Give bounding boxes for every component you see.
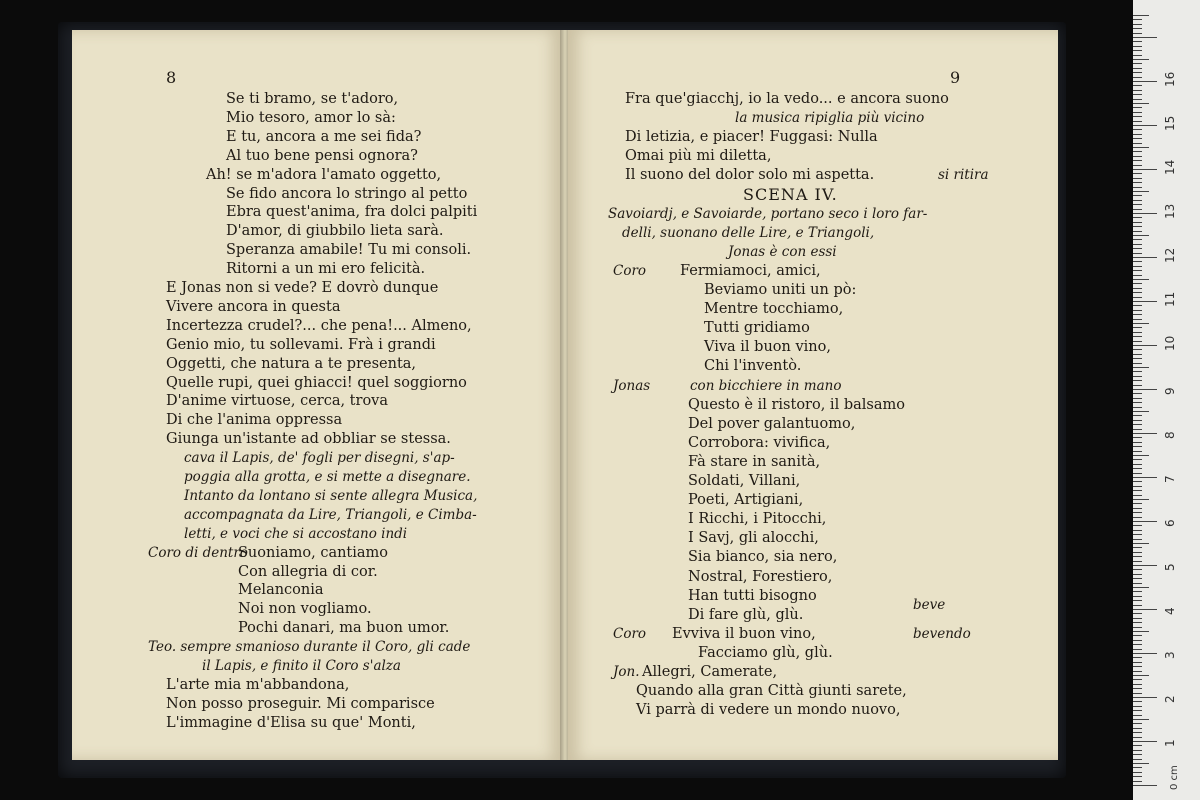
ruler-tick [1133,732,1142,733]
verse-line: Quelle rupi, quei ghiacci! quel soggiorno [166,374,467,391]
ruler-tick [1133,741,1157,742]
verse-line: Mio tesoro, amor lo sà: [226,109,396,126]
ruler-tick [1133,319,1142,320]
ruler-tick [1133,385,1142,386]
ruler-tick [1133,187,1142,188]
speaker-label: Jonas [613,377,651,394]
ruler-tick [1133,37,1157,38]
ruler-tick [1133,631,1149,632]
ruler-tick [1133,684,1142,685]
ruler-tick [1133,649,1142,650]
ruler-tick [1133,283,1142,284]
ruler-tick [1133,697,1157,698]
ruler-tick [1133,235,1149,236]
ruler-tick [1133,424,1142,425]
ruler-tick [1133,55,1142,56]
ruler-tick [1133,776,1142,777]
ruler-tick [1133,41,1142,42]
ruler-tick [1133,543,1149,544]
ruler-tick [1133,244,1142,245]
ruler-tick [1133,512,1142,513]
ruler-number: 5 [1163,563,1177,571]
ruler-tick [1133,81,1157,82]
ruler-tick [1133,103,1149,104]
ruler-tick [1133,239,1142,240]
speaker-label: Coro [613,625,647,642]
stage-direction: delli, suonano delle Lire, e Triangoli, [622,224,875,241]
ruler-number: 13 [1163,203,1177,219]
ruler-tick [1133,297,1142,298]
side-direction: bevendo [913,625,971,642]
ruler-tick [1133,46,1142,47]
speaker-label: Coro [613,262,647,279]
left-page-number: 8 [166,68,177,87]
ruler-tick [1133,160,1142,161]
ruler-tick [1133,314,1142,315]
verse-line: Fà stare in sanità, [688,453,821,470]
measurement-ruler [1133,0,1200,800]
ruler-tick [1133,728,1142,729]
ruler-tick [1133,165,1142,166]
ruler-tick [1133,530,1142,531]
ruler-tick [1133,547,1142,548]
ruler-tick [1133,28,1142,29]
verse-line: Se fido ancora lo stringo al petto [226,185,468,202]
ruler-tick [1133,116,1142,117]
ruler-tick [1133,301,1157,302]
ruler-tick [1133,675,1149,676]
ruler-number: 8 [1163,431,1177,439]
ruler-tick [1133,253,1142,254]
ruler-tick [1133,85,1142,86]
ruler-tick [1133,763,1149,764]
verse-line: Noi non vogliamo. [238,601,372,618]
speaker-label: Coro di dentro [148,544,248,561]
verse-line: Di che l'anima oppressa [166,412,343,429]
verse-line: Suoniamo, cantiamo [238,544,389,561]
verse-line: Facciamo glù, glù. [698,644,833,661]
ruler-tick [1133,688,1142,689]
ruler-tick [1133,191,1149,192]
ruler-tick [1133,754,1142,755]
ruler-tick [1133,68,1142,69]
verse-line: Fermiamoci, amici, [680,262,821,279]
ruler-tick [1133,662,1142,663]
verse-line: Evviva il buon vino, [672,625,816,642]
ruler-tick [1133,569,1142,570]
verse-line: Soldati, Villani, [688,473,801,489]
verse-line: Ritorni a un mi ero felicità. [226,261,426,278]
ruler-tick [1133,151,1142,152]
ruler-number: 14 [1163,159,1177,175]
ruler-tick [1133,99,1142,100]
ruler-tick [1133,574,1142,575]
verse-line: Chi l'inventò. [704,358,802,375]
ruler-tick [1133,433,1157,434]
ruler-tick [1133,618,1142,619]
ruler-tick [1133,561,1142,562]
ruler-tick [1133,261,1142,262]
ruler-number: 10 [1163,335,1177,351]
left-page [72,30,562,760]
verse-line: E tu, ancora a me sei fida? [226,128,422,145]
stage-direction: la musica ripiglia più vicino [735,110,925,127]
stage-direction: con bicchiere in mano [690,377,842,394]
verse-line: Il suono del dolor solo mi aspetta. [625,167,875,184]
verse-line: Speranza amabile! Tu mi consoli. [226,242,472,259]
side-direction: si ritira [938,167,989,184]
stage-direction: il Lapis, e finito il Coro s'alza [202,658,401,674]
ruler-tick [1133,147,1149,148]
ruler-tick [1133,578,1142,579]
ruler-tick [1133,600,1142,601]
verse-line: Del pover galantuomo, [688,415,856,432]
ruler-tick [1133,143,1142,144]
ruler-tick [1133,556,1142,557]
ruler-tick [1133,169,1157,170]
ruler-tick [1133,195,1142,196]
ruler-tick [1133,583,1142,584]
ruler-tick [1133,345,1157,346]
ruler-tick [1133,257,1157,258]
stage-direction: Intanto da lontano si sente allegra Musica, [184,487,478,504]
ruler-tick [1133,389,1157,390]
ruler-tick [1133,376,1142,377]
verse-line: Di fare glù, glù. [688,606,804,623]
verse-line: Mentre tocchiamo, [704,301,844,318]
ruler-number: 12 [1163,247,1177,263]
ruler-number: 7 [1163,475,1177,483]
ruler-tick [1133,402,1142,403]
ruler-number: 4 [1163,607,1177,615]
ruler-tick [1133,393,1142,394]
ruler-tick [1133,503,1142,504]
ruler-tick [1133,666,1142,667]
ruler-tick [1133,710,1142,711]
ruler-tick [1133,19,1142,20]
ruler-tick [1133,525,1142,526]
ruler-number: 3 [1163,651,1177,659]
scene-heading: SCENA IV. [743,184,838,204]
ruler-tick [1133,455,1149,456]
ruler-unit-label: 0 cm [1169,765,1180,790]
verse-line: Omai più mi diletta, [625,148,772,165]
verse-line: Con allegria di cor. [238,563,378,580]
verse-line: Genio mio, tu sollevami. Frà i grandi [166,336,436,353]
ruler-tick [1133,248,1142,249]
ruler-tick [1133,226,1142,227]
ruler-tick [1133,134,1142,135]
ruler-tick [1133,138,1142,139]
ruler-tick [1133,565,1157,566]
stage-direction: letti, e voci che si accostano indi [184,525,408,542]
verse-line: L'arte mia m'abbandona, [166,676,350,693]
ruler-tick [1133,222,1142,223]
ruler-tick [1133,693,1142,694]
ruler-tick [1133,129,1142,130]
ruler-tick [1133,653,1157,654]
ruler-tick [1133,772,1142,773]
ruler-tick [1133,310,1142,311]
verse-line: Han tutti bisogno [688,587,817,604]
verse-line: Oggetti, che natura a te presenta, [166,355,417,372]
ruler-tick [1133,173,1142,174]
ruler-tick [1133,336,1142,337]
ruler-tick [1133,459,1142,460]
ruler-tick [1133,24,1142,25]
ruler-tick [1133,411,1149,412]
ruler-tick [1133,204,1142,205]
ruler-tick [1133,200,1142,201]
ruler-tick [1133,644,1142,645]
ruler-tick [1133,50,1142,51]
ruler-tick [1133,671,1142,672]
ruler-tick [1133,305,1142,306]
verse-line: D'amor, di giubbilo lieta sarà. [226,223,444,240]
ruler-tick [1133,33,1142,34]
ruler-tick [1133,125,1157,126]
ruler-tick [1133,781,1142,782]
stage-direction: Savoiardj, e Savoiarde, portano seco i loro far- [608,205,928,222]
ruler-tick [1133,107,1142,108]
ruler-tick [1133,213,1157,214]
right-page [568,30,1058,760]
ruler-tick [1133,77,1142,78]
ruler-tick [1133,270,1142,271]
verse-line: Incertezza crudel?... che pena!... Almeno, [166,317,472,334]
stage-direction: Jonas è con essi [728,243,837,260]
ruler-tick [1133,94,1142,95]
ruler-tick [1133,354,1142,355]
ruler-tick [1133,15,1149,16]
ruler-tick [1133,178,1142,179]
ruler-tick [1133,266,1142,267]
ruler-tick [1133,59,1149,60]
ruler-tick [1133,332,1142,333]
ruler-tick [1133,442,1142,443]
ruler-tick [1133,446,1142,447]
ruler-tick [1133,398,1142,399]
ruler-tick [1133,407,1142,408]
verse-line: Di letizia, e piacer! Fuggasi: Nulla [625,129,878,146]
ruler-tick [1133,521,1157,522]
verse-line: Corrobora: vivifica, [688,434,831,451]
ruler-tick [1133,635,1142,636]
verse-line: Ebra quest'anima, fra dolci palpiti [226,204,478,221]
ruler-tick [1133,468,1142,469]
ruler-tick [1133,613,1142,614]
verse-line: Tutti gridiamo [704,320,810,337]
ruler-tick [1133,640,1142,641]
verse-line: Beviamo uniti un pò: [704,282,857,298]
verse-line: Allegri, Camerate, [642,664,778,680]
ruler-tick [1133,609,1157,610]
ruler-tick [1133,596,1142,597]
ruler-tick [1133,723,1142,724]
right-page-number: 9 [950,68,961,87]
ruler-tick [1133,380,1142,381]
ruler-tick [1133,767,1142,768]
ruler-tick [1133,288,1142,289]
verse-line: Ah! se m'adora l'amato oggetto, [206,166,442,183]
ruler-tick [1133,367,1149,368]
ruler-tick [1133,539,1142,540]
verse-line: Fra que'giacchj, io la vedo... e ancora suono [625,91,949,107]
ruler-tick [1133,759,1142,760]
ruler-tick [1133,437,1142,438]
ruler-tick [1133,706,1142,707]
ruler-tick [1133,552,1142,553]
ruler-tick [1133,182,1142,183]
verse-line: Quando alla gran Città giunti sarete, [636,683,907,700]
ruler-tick [1133,90,1142,91]
ruler-tick [1133,323,1149,324]
ruler-tick [1133,477,1157,478]
verse-line: Questo è il ristoro, il balsamo [688,396,905,413]
verse-line: Se ti bramo, se t'adoro, [226,91,399,107]
stage-direction: cava il Lapis, de' fogli per disegni, s'ap- [184,450,455,467]
verse-line: I Ricchi, i Pitocchi, [688,511,827,528]
verse-line: Giunga un'istante ad obbliar se stessa. [166,431,451,448]
verse-line: Viva il buon vino, [704,339,831,356]
ruler-tick [1133,420,1142,421]
ruler-tick [1133,292,1142,293]
ruler-tick [1133,275,1142,276]
ruler-tick [1133,701,1142,702]
ruler-number: 6 [1163,519,1177,527]
side-direction: beve [913,596,946,613]
ruler-number: 15 [1163,115,1177,131]
ruler-number: 16 [1163,71,1177,87]
ruler-tick [1133,327,1142,328]
ruler-number: 1 [1163,739,1177,747]
ruler-tick [1133,517,1142,518]
ruler-tick [1133,627,1142,628]
verse-line: Sia bianco, sia nero, [688,549,838,566]
verse-line: Poeti, Artigiani, [688,492,804,509]
ruler-tick [1133,534,1142,535]
ruler-tick [1133,358,1142,359]
ruler-tick [1133,605,1142,606]
ruler-tick [1133,72,1142,73]
verse-line: Al tuo bene pensi ognora? [226,147,418,164]
ruler-tick [1133,657,1142,658]
ruler-tick [1133,371,1142,372]
ruler-tick [1133,591,1142,592]
ruler-tick [1133,473,1142,474]
ruler-tick [1133,363,1142,364]
speaker-label: Jon. [613,664,640,680]
ruler-tick [1133,587,1149,588]
ruler-number: 11 [1163,291,1177,307]
verse-line: Melanconia [238,582,324,599]
ruler-tick [1133,679,1142,680]
stage-direction: poggia alla grotta, e si mette a disegnare. [184,469,471,485]
stage-direction: Teo. sempre smanioso durante il Coro, gli cade [148,639,471,656]
verse-line: D'anime virtuose, cerca, trova [166,393,389,410]
ruler-tick [1133,429,1142,430]
ruler-tick [1133,481,1142,482]
ruler-tick [1133,490,1142,491]
stage-direction: accompagnata da Lire, Triangoli, e Cimba- [184,506,477,523]
ruler-tick [1133,750,1142,751]
ruler-tick [1133,464,1142,465]
verse-line: E Jonas non si vede? E dovrò dunque [166,280,439,296]
ruler-tick [1133,737,1142,738]
ruler-tick [1133,156,1142,157]
ruler-tick [1133,209,1142,210]
ruler-number: 2 [1163,695,1177,703]
verse-line: Vivere ancora in questa [166,298,341,315]
ruler-tick [1133,486,1142,487]
ruler-number: 9 [1163,387,1177,395]
ruler-tick [1133,279,1149,280]
ruler-tick [1133,719,1149,720]
ruler-tick [1133,231,1142,232]
ruler-tick [1133,112,1142,113]
verse-line: I Savj, gli alocchi, [688,530,819,547]
ruler-tick [1133,451,1142,452]
ruler-tick [1133,508,1142,509]
verse-line: Vi parrà di vedere un mondo nuovo, [636,702,901,719]
ruler-tick [1133,785,1157,786]
verse-line: L'immagine d'Elisa su que' Monti, [166,714,416,731]
ruler-tick [1133,495,1142,496]
ruler-tick [1133,622,1142,623]
ruler-tick [1133,415,1142,416]
verse-line: Pochi danari, ma buon umor. [238,620,450,637]
verse-line: Nostral, Forestiero, [688,568,833,585]
ruler-tick [1133,341,1142,342]
ruler-tick [1133,745,1142,746]
ruler-tick [1133,715,1142,716]
verse-line: Non posso proseguir. Mi comparisce [166,695,435,712]
ruler-tick [1133,349,1142,350]
ruler-tick [1133,217,1142,218]
ruler-tick [1133,121,1142,122]
ruler-tick [1133,63,1142,64]
ruler-tick [1133,499,1149,500]
